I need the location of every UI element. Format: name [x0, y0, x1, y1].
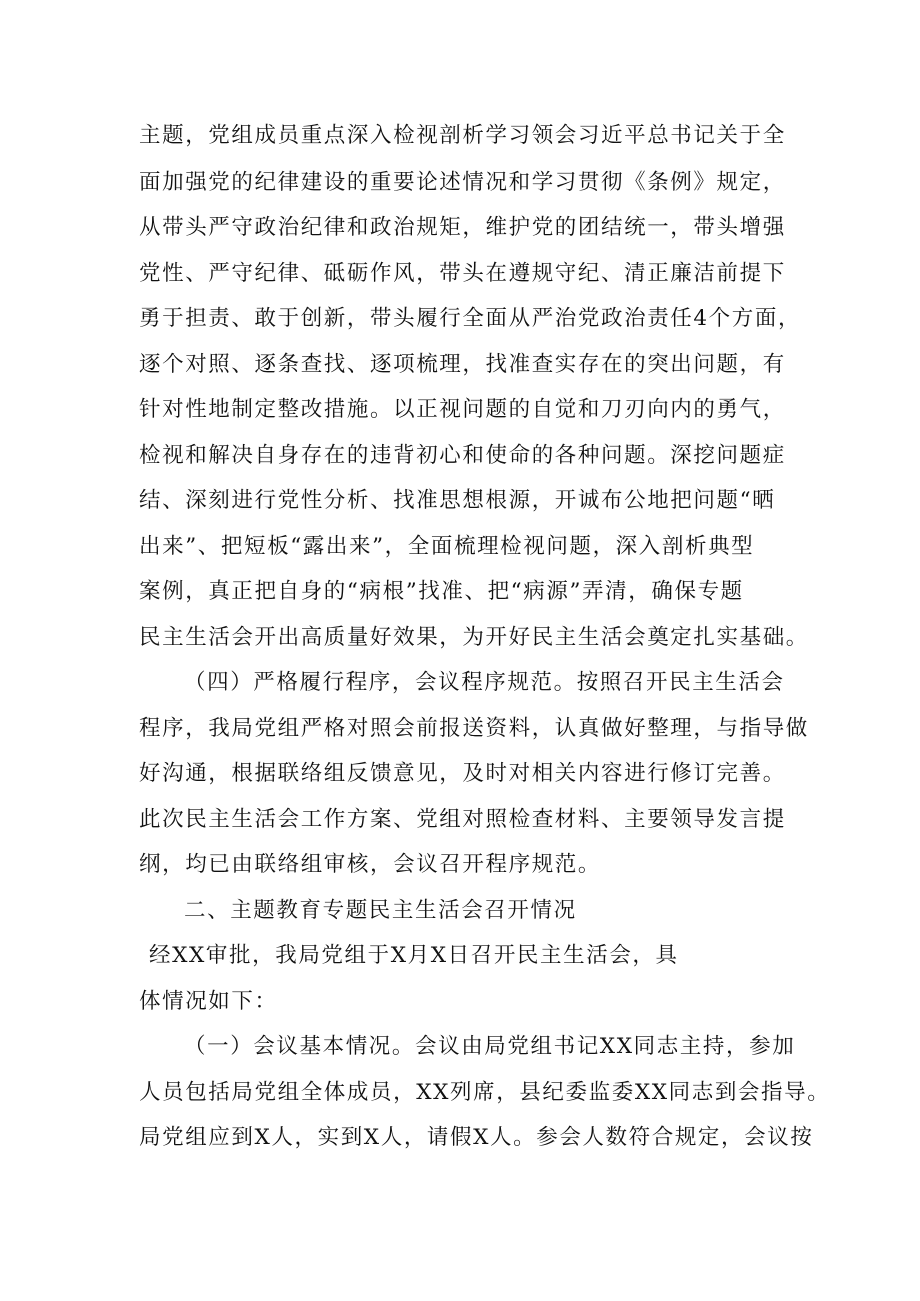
subsection-heading-line: （一）会议基本情况。会议由局党组书记XX同志主持，参加 — [184, 1034, 796, 1059]
section-heading-line: （四）严格履行程序，会议程序规范。按照召开民主生活会 — [184, 670, 785, 695]
paragraph-line: 局党组应到X人，实到X人，请假X人。参会人数符合规定，会议按 — [139, 1125, 814, 1150]
paragraph-line: 民主生活会开出高质量好效果，为开好民主生活会奠定扎实基础。 — [139, 625, 809, 650]
paragraph-line: 党性、严守纪律、砥砺作风，带头在遵规守纪、清正廉洁前提下 — [139, 261, 786, 286]
paragraph-line: 经XX审批，我局党组于X月X日召开民主生活会，具 — [149, 943, 679, 968]
paragraph-line: 勇于担责、敢于创新，带头履行全面从严治党政治责任4个方面， — [139, 306, 802, 331]
paragraph-line: 面加强党的纪律建设的重要论述情况和学习贯彻《条例》规定， — [139, 170, 786, 195]
paragraph-line: 纲，均已由联络组审核，会议召开程序规范。 — [139, 852, 602, 877]
paragraph-line: 出来”、把短板“露出来”，全面梳理检视问题，深入剖析典型 — [139, 534, 755, 559]
paragraph-line: 从带头严守政治纪律和政治规矩，维护党的团结统一，带头增强 — [139, 215, 786, 240]
paragraph-line: 此次民主生活会工作方案、党组对照检查材料、主要领导发言提 — [139, 807, 786, 832]
paragraph-line: 检视和解决自身存在的违背初心和使命的各种问题。深挖问题症 — [139, 443, 786, 468]
paragraph-line: 体情况如下： — [139, 989, 278, 1014]
paragraph-line: 针对性地制定整改措施。以正视问题的自觉和刀刃向内的勇气， — [139, 397, 786, 422]
paragraph-line: 结、深刻进行党性分析、找准思想根源，开诚布公地把问题“晒 — [139, 488, 776, 513]
paragraph-line: 好沟通，根据联络组反馈意见，及时对相关内容进行修订完善。 — [139, 761, 786, 786]
section-heading: 二、主题教育专题民主生活会召开情况 — [184, 898, 577, 923]
paragraph-line: 主题，党组成员重点深入检视剖析学习领会习近平总书记关于全 — [139, 123, 786, 148]
paragraph-line: 案例，真正把自身的“病根”找准、把“病源”弄清，确保专题 — [139, 579, 744, 604]
paragraph-line: 人员包括局党组全体成员，XX列席，县纪委监委XX同志到会指导。 — [139, 1080, 831, 1105]
paragraph-line: 程序，我局党组严格对照会前报送资料，认真做好整理，与指导做 — [139, 716, 809, 741]
paragraph-line: 逐个对照、逐条查找、逐项梳理，找准查实存在的突出问题，有 — [139, 352, 786, 377]
